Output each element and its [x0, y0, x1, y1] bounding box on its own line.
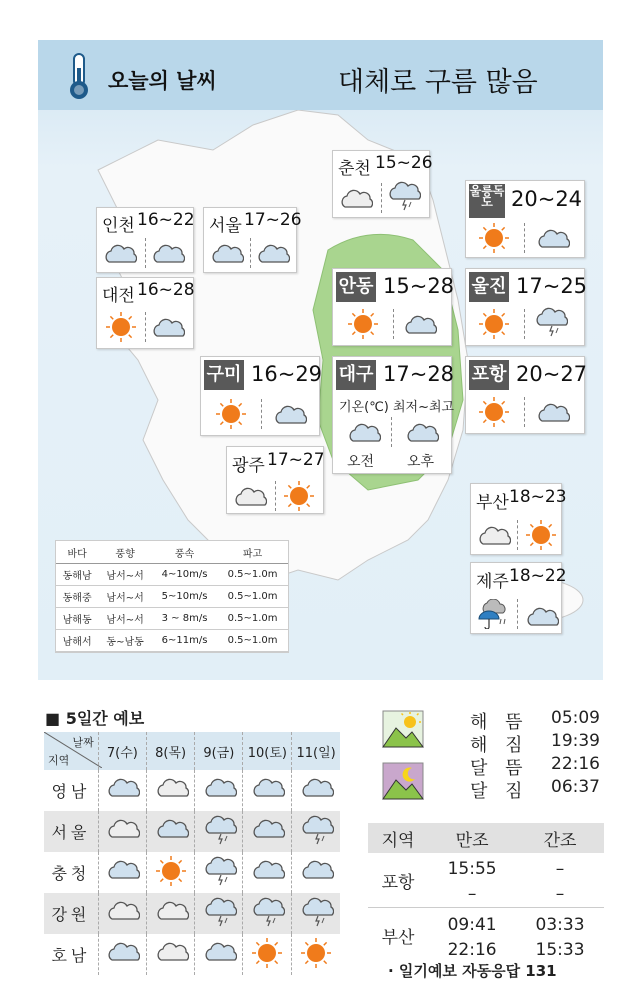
forecast-title: ■ 5일간 예보: [45, 709, 145, 728]
cloud-gray-icon: [231, 483, 267, 513]
forecast-row: 서울: [44, 811, 340, 852]
umbrella-cloud-icon: [475, 599, 511, 629]
sun-icon: [476, 223, 512, 253]
cloud-icon: [271, 401, 307, 431]
sea-row: 남해동 남서~서 3 ~ 8m/s 0.5~1.0m: [56, 608, 288, 630]
city-card-jeju: 제주 18~22: [470, 562, 562, 634]
city-card-pohang: 포항 20~27: [465, 356, 585, 434]
sea-conditions-table: [55, 540, 289, 653]
cloud-rain-icon: [385, 181, 421, 211]
forecast-row: 강원: [44, 893, 340, 934]
forecast-day: 8(목): [147, 732, 195, 770]
astro-row: 해 짐 19:39: [470, 731, 600, 756]
thermometer-icon: [64, 50, 94, 102]
city-card-gumi: 구미 16~29: [200, 356, 320, 436]
city-card-andong: 안동 15~28: [332, 268, 452, 346]
astro-row: 달 짐 06:37: [470, 777, 600, 802]
cloud-icon: [403, 419, 439, 449]
cloud-icon: [149, 240, 185, 270]
tide-row: 부산 09:41 03:33: [381, 915, 585, 948]
forecast-row: 영남: [44, 770, 340, 811]
astro-list: [470, 708, 600, 800]
cloud-icon: [401, 311, 437, 341]
cloud-icon: [104, 774, 140, 804]
cloud-icon: [101, 240, 137, 270]
forecast-corner: 날짜 지역: [44, 732, 98, 770]
cloud-gray-icon: [153, 938, 189, 968]
cloud-icon: [104, 856, 140, 886]
cloud-rain-icon: [249, 897, 285, 927]
astro-row: 달 뜸 22:16: [470, 754, 600, 779]
cloud-gray-icon: [104, 815, 140, 845]
sea-header: 파고: [217, 541, 288, 564]
cloud-icon: [298, 774, 334, 804]
weather-map: [38, 40, 603, 680]
sun-icon: [476, 397, 512, 427]
cloud-gray-icon: [104, 897, 140, 927]
city-card-daegu: 대구 17~28 기온(℃) 최저~최고 오전 오후: [332, 356, 452, 474]
cloud-gray-icon: [475, 522, 511, 552]
cloud-icon: [254, 240, 290, 270]
tide-table: 지역 만조 간조 포항 15:55 – – – 부산 09:41 03:33 22:16 15:33: [368, 823, 604, 962]
header-bar: [38, 40, 603, 110]
legend-am: 오전: [347, 454, 375, 470]
cloud-icon: [149, 314, 185, 344]
sea-row: 남해서 동~남동 6~11m/s 0.5~1.0m: [56, 630, 288, 652]
cloud-rain-icon: [201, 856, 237, 886]
tide-header: 간조: [516, 823, 604, 853]
city-card-chuncheon: 춘천 15~26: [332, 150, 430, 218]
city-card-uljin: 울진 17~25: [465, 268, 585, 346]
forecast-day: 10(토): [243, 732, 292, 770]
headline: 대체로 구름 많음: [338, 67, 538, 98]
sea-row: 동해중 남서~서 5~10m/s 0.5~1.0m: [56, 586, 288, 608]
city-card-busan: 부산 18~23: [470, 483, 562, 555]
cloud-icon: [208, 240, 244, 270]
cloud-rain-icon: [201, 815, 237, 845]
sea-header: 바다: [56, 541, 98, 564]
forecast-row: 충청: [44, 852, 340, 893]
cloud-rain-icon: [298, 815, 334, 845]
tide-header: 지역: [368, 823, 428, 853]
sun-icon: [281, 481, 317, 511]
city-card-seoul: 서울 17~26: [203, 207, 297, 273]
astro-row: 해 뜸 05:09: [470, 708, 600, 733]
city-card-daejeon: 대전 16~28: [96, 277, 194, 349]
cloud-icon: [104, 938, 140, 968]
legend-pm: 오후: [407, 454, 435, 470]
tide-header: 만조: [428, 823, 516, 853]
cloud-icon: [534, 225, 570, 255]
cloud-gray-icon: [337, 185, 373, 215]
auto-response-footer: · 일기예보 자동응답 131: [388, 962, 557, 980]
cloud-icon: [345, 419, 381, 449]
sun-icon: [103, 312, 139, 342]
sea-header: 풍속: [152, 541, 217, 564]
cloud-icon: [201, 938, 237, 968]
city-card-incheon: 인천 16~22: [96, 207, 194, 273]
cloud-icon: [249, 815, 285, 845]
forecast-table: [44, 732, 340, 975]
cloud-icon: [298, 856, 334, 886]
sea-row: 동해남 남서~서 4~10m/s 0.5~1.0m: [56, 564, 288, 586]
sun-icon: [153, 856, 189, 886]
tide-row: 포항 15:55 –: [368, 853, 604, 882]
moon-mountain-icon: [382, 762, 424, 800]
forecast-day: 11(일): [292, 732, 340, 770]
city-card-gwangju: 광주 17~27: [226, 446, 324, 514]
cloud-gray-icon: [153, 774, 189, 804]
cloud-icon: [201, 774, 237, 804]
cloud-rain-icon: [298, 897, 334, 927]
cloud-rain-icon: [201, 897, 237, 927]
sun-icon: [476, 309, 512, 339]
legend-temp-label: 기온(℃) 최저~최고: [339, 400, 455, 415]
cloud-icon: [249, 774, 285, 804]
sun-icon: [213, 399, 249, 429]
cloud-icon: [153, 815, 189, 845]
sunrise-mountain-icon: [382, 710, 424, 748]
sun-icon: [523, 520, 559, 550]
forecast-row: 호남: [44, 934, 340, 975]
sea-header: 풍향: [98, 541, 152, 564]
forecast-day: 7(수): [98, 732, 146, 770]
forecast-day: 9(금): [195, 732, 243, 770]
header-subtitle: 오늘의 날씨: [108, 69, 217, 93]
cloud-gray-icon: [153, 897, 189, 927]
cloud-rain-icon: [532, 307, 568, 337]
sun-icon: [249, 938, 285, 968]
sun-icon: [298, 938, 334, 968]
cloud-icon: [523, 603, 559, 633]
cloud-icon: [249, 856, 285, 886]
city-card-ulleung: 울릉독도 20~24: [465, 180, 585, 258]
sun-icon: [345, 309, 381, 339]
cloud-icon: [534, 399, 570, 429]
